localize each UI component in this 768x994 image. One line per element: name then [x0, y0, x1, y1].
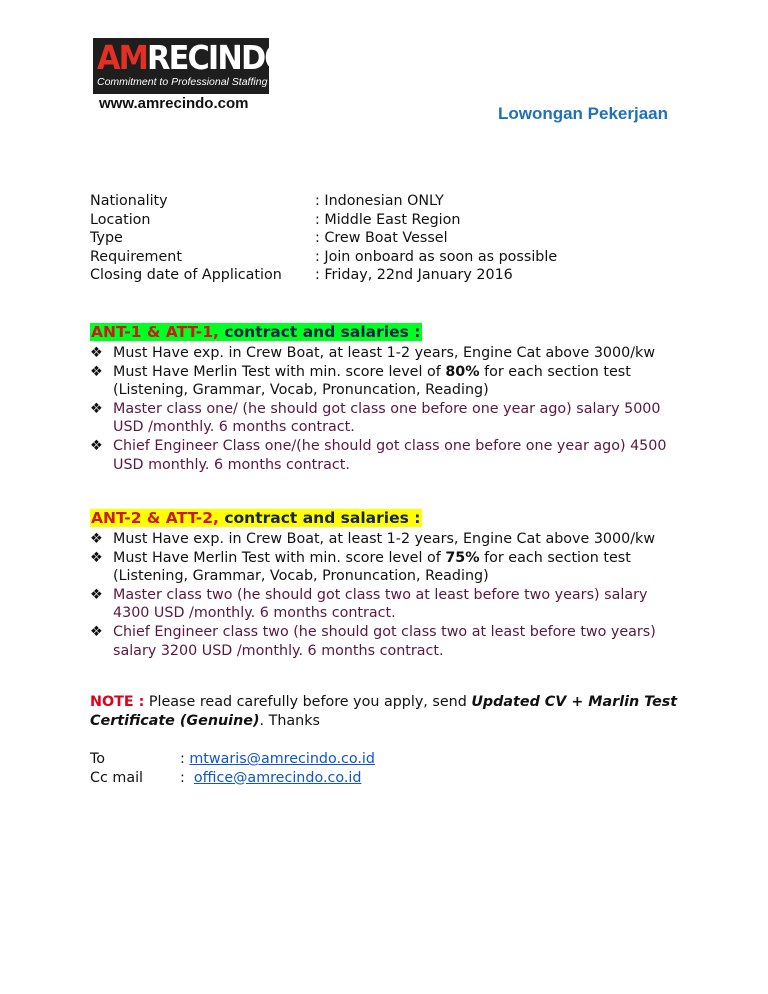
company-logo — [93, 38, 289, 112]
info-value: : Crew Boat Vessel — [315, 230, 448, 247]
list-item: ❖ Must Have exp. in Crew Boat, at least 1-2 years, Engine Cat above 3000/kw — [90, 531, 656, 547]
logo-tagline: Commitment to Professional Staffing — [97, 76, 268, 88]
cc-email-link[interactable]: office@amrecindo.co.id — [193, 769, 362, 786]
info-row-nationality — [90, 192, 557, 211]
info-value: : Join onboard as soon as possible — [315, 248, 558, 265]
score-value: 80% — [445, 363, 480, 380]
logo-wordmark: AMRECINDO — [97, 38, 289, 77]
score-value: 75% — [445, 549, 480, 566]
section1-title — [90, 322, 422, 342]
section1-list — [90, 344, 680, 474]
info-row-closing-date — [90, 266, 557, 285]
list-item: ❖ Master class one/ (he should got class one before one year ago) salary 5000 USD /monthly. 6 months contract. — [90, 400, 661, 436]
diamond-bullet-icon: ❖ — [90, 437, 103, 454]
info-value: : Friday, 22nd January 2016 — [315, 267, 513, 284]
info-row-location — [90, 211, 557, 230]
contact-block — [90, 750, 375, 787]
list-item: ❖ Must Have Merlin Test with min. score level of 75% for each section test (Listening, Grammar, Vocab, Pronuncation, Reading) — [90, 549, 631, 585]
logo-url: www.amrecindo.com — [99, 95, 249, 112]
section2-highlight: ANT-2 & ATT-2, contract and salaries : — [91, 509, 421, 527]
note-paragraph: NOTE : Please read carefully before you apply, send Updated CV + Marlin Test Certificate (Genuine). Thanks — [90, 694, 678, 729]
section2-list — [90, 530, 680, 660]
list-item: ❖ Must Have Merlin Test with min. score level of 80% for each section test (Listening, Grammar, Vocab, Pronuncation, Reading) — [90, 363, 631, 399]
info-value: : Indonesian ONLY — [315, 193, 444, 209]
contact-row-cc: Cc mail : office@amrecindo.co.id — [90, 769, 362, 786]
info-label: Type — [90, 230, 123, 247]
info-label: Requirement — [90, 248, 182, 265]
list-item: ❖ Chief Engineer Class one/(he should got class one before one year ago) 4500 USD monthly. 6 months contract. — [90, 437, 667, 473]
note-emphasis: Updated CV + Marlin Test Certificate (Genuine) — [90, 694, 678, 729]
to-email-link[interactable]: mtwaris@amrecindo.co.id — [189, 751, 375, 767]
info-label: Nationality — [90, 193, 168, 209]
diamond-bullet-icon: ❖ — [90, 549, 103, 566]
diamond-bullet-icon: ❖ — [90, 345, 103, 361]
diamond-bullet-icon: ❖ — [90, 623, 103, 640]
info-value: : Middle East Region — [315, 211, 461, 228]
job-info — [90, 192, 557, 285]
logo-badge — [93, 38, 289, 94]
to-label: To — [90, 751, 106, 767]
info-row-requirement — [90, 248, 557, 267]
section1-highlight: ANT-1 & ATT-1, contract and salaries : — [91, 323, 421, 341]
contact-row-to: To : mtwaris@amrecindo.co.id — [90, 751, 375, 767]
note-label: NOTE : — [90, 694, 145, 710]
diamond-bullet-icon: ❖ — [90, 531, 103, 547]
info-label: Location — [90, 211, 151, 228]
diamond-bullet-icon: ❖ — [90, 400, 103, 417]
list-item: ❖ Must Have exp. in Crew Boat, at least 1-2 years, Engine Cat above 3000/kw — [90, 345, 656, 361]
cc-label: Cc mail — [90, 769, 144, 786]
info-row-type — [90, 229, 557, 248]
list-item: ❖ Chief Engineer class two (he should got class two at least before two years) salary 3200 USD /monthly. 6 months contract. — [90, 623, 656, 659]
page-title: Lowongan Pekerjaan — [497, 104, 668, 123]
info-label: Closing date of Application — [90, 267, 282, 284]
section2-title — [90, 508, 422, 528]
diamond-bullet-icon: ❖ — [90, 586, 103, 603]
list-item: ❖ Master class two (he should got class two at least before two years) salary 4300 USD /monthly. 6 months contract. — [90, 586, 648, 622]
diamond-bullet-icon: ❖ — [90, 363, 103, 380]
